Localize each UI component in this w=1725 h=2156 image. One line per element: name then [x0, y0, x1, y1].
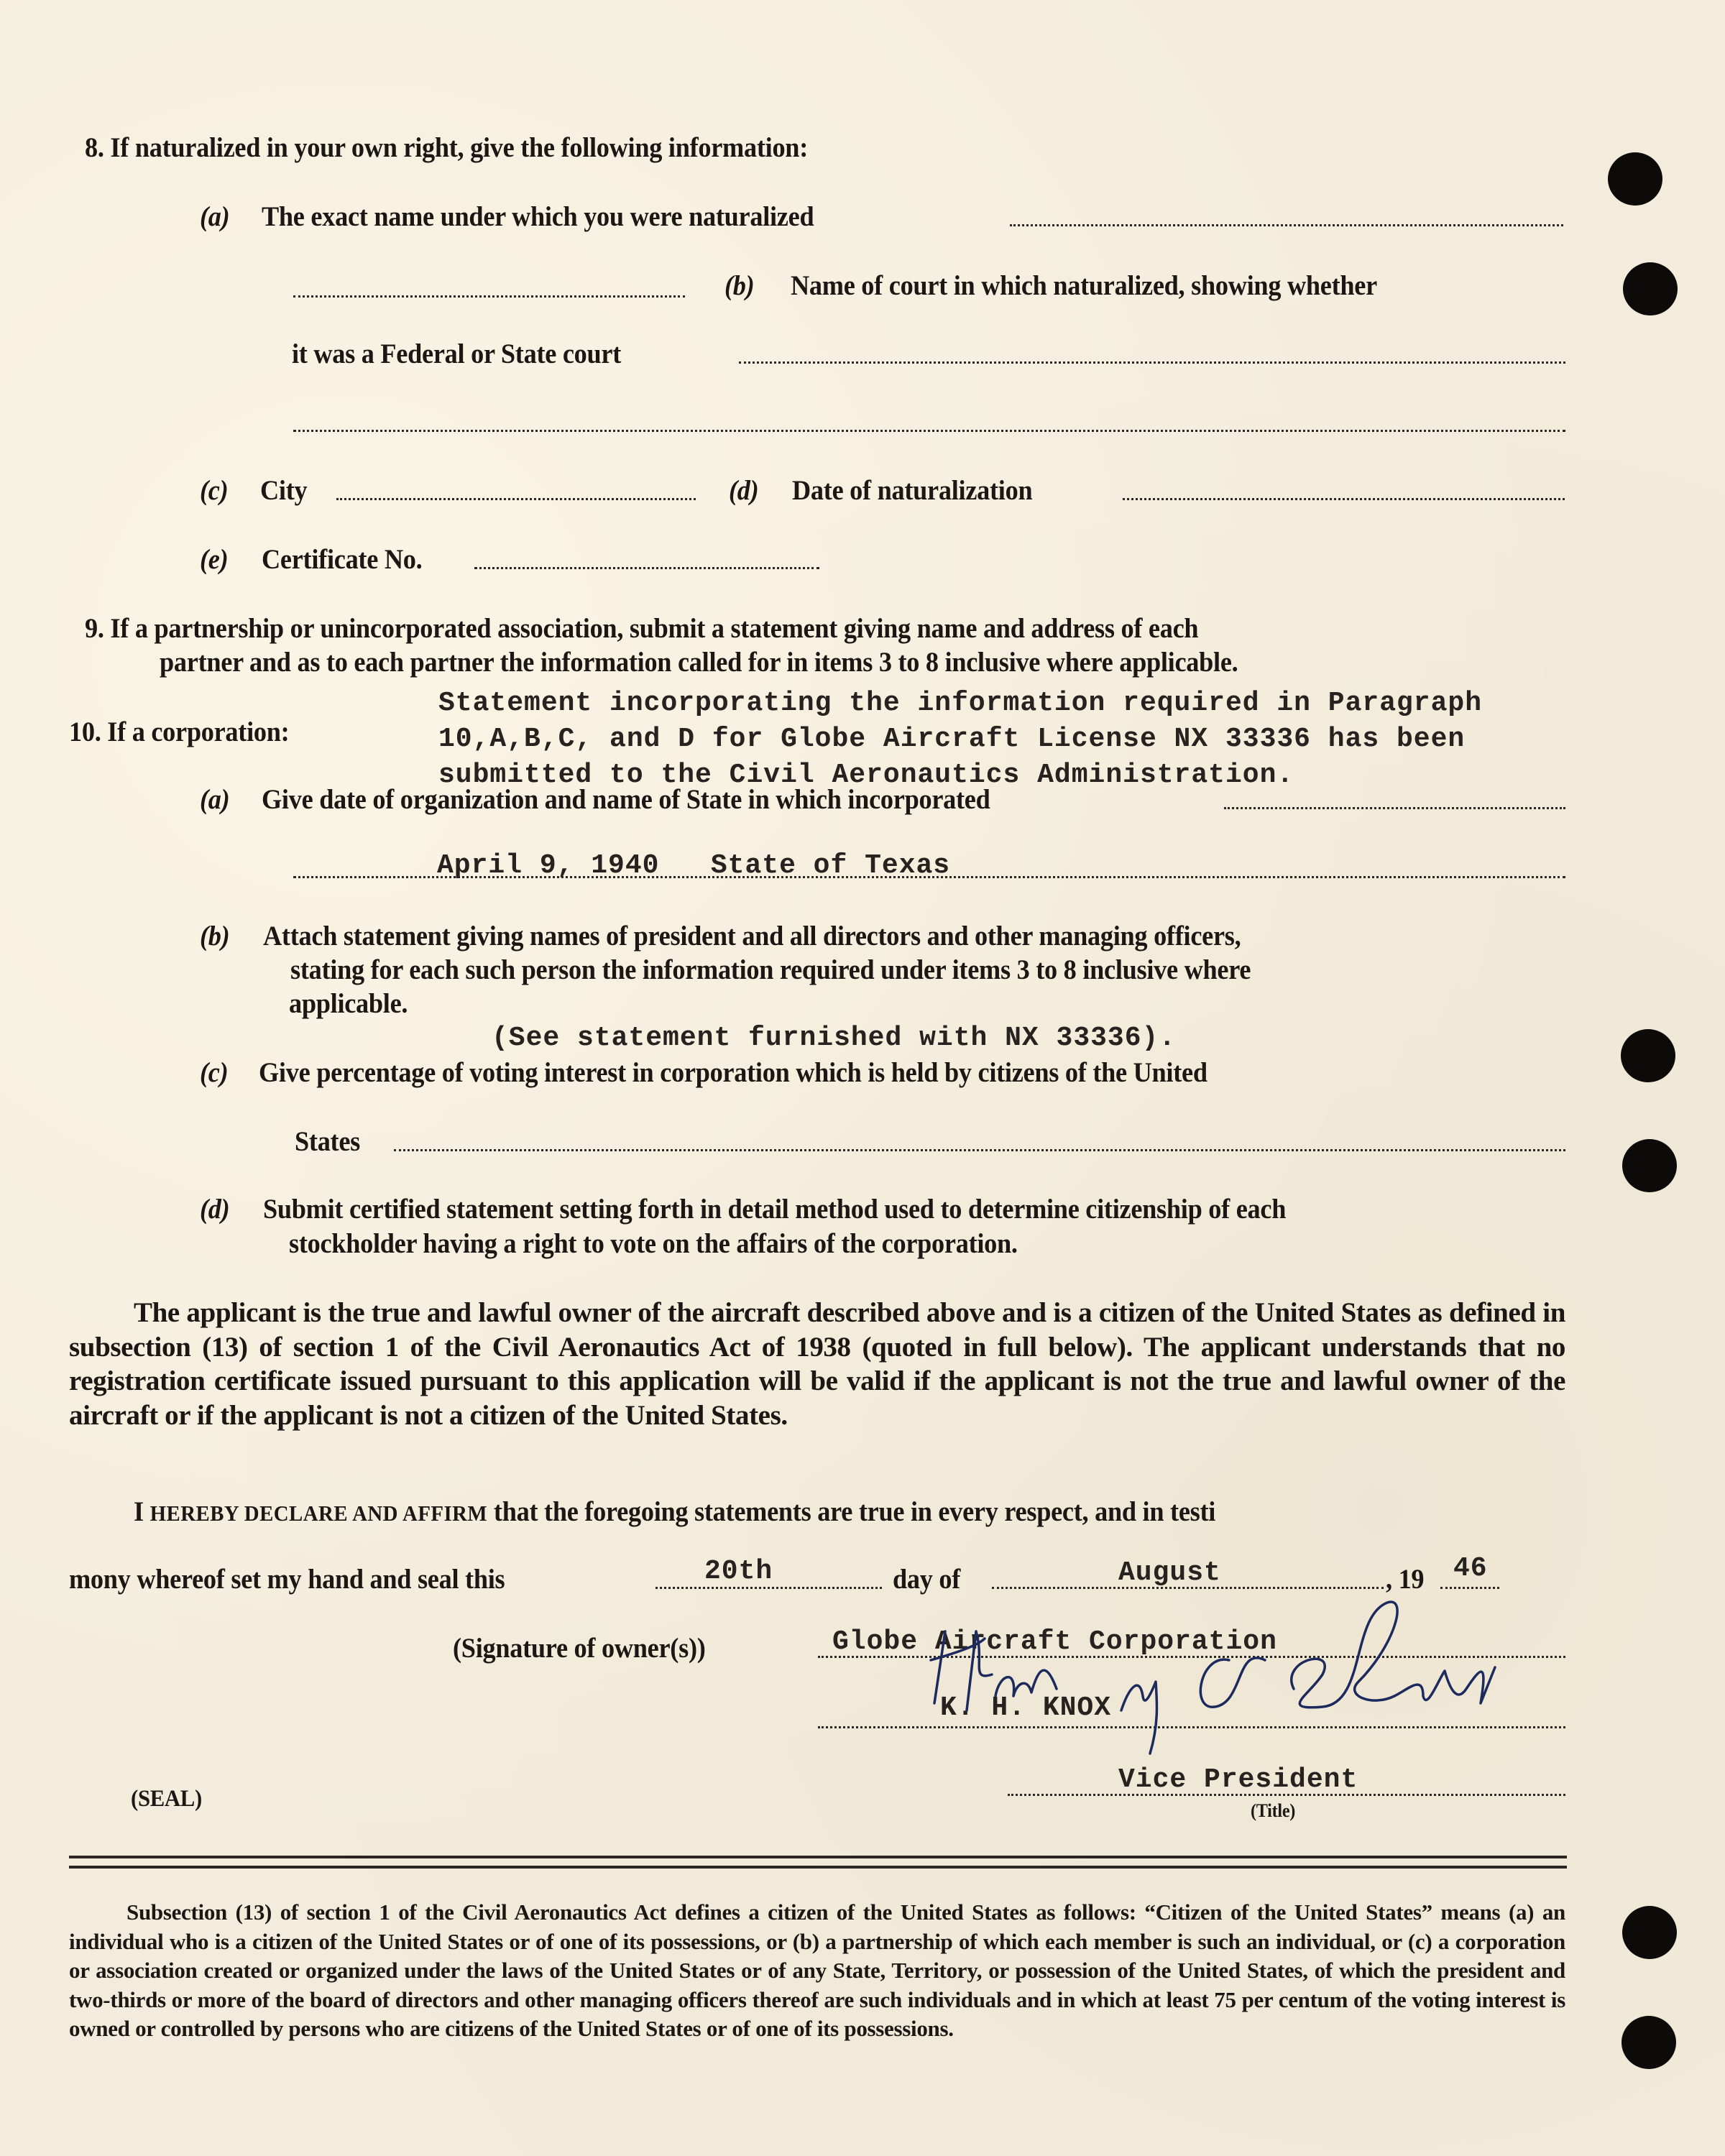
year-prefix: , 19: [1386, 1564, 1425, 1595]
item10-heading: 10. If a corporation:: [69, 717, 290, 747]
item10-typed-statement-line2: 10,A,B,C, and D for Globe Aircraft License NX 33336 has been: [438, 724, 1466, 755]
item8b-text2: it was a Federal or State court: [292, 338, 622, 369]
item10b-typed-note: (See statement furnished with NX 33336).: [492, 1023, 1177, 1054]
item10b-label: (b): [200, 921, 230, 952]
item10c-text2: States: [295, 1126, 361, 1157]
divider: [69, 1856, 1567, 1858]
year-value: 46: [1453, 1553, 1488, 1584]
item9-line1: 9. If a partnership or unincorporated association, submit a statement giving name and address of each: [85, 613, 1199, 644]
item8a-text: The exact name under which you were naturalized: [262, 201, 814, 232]
item8b-field-continued[interactable]: [293, 430, 1565, 432]
item8e-label: (e): [200, 544, 229, 575]
punch-hole: [1623, 262, 1678, 315]
day-of-label: day of: [893, 1564, 961, 1595]
title-value: Vice President: [1118, 1764, 1358, 1795]
day-value: 20th: [704, 1556, 773, 1587]
item10b-text-line1: Attach statement giving names of president and all directors and other managing officers,: [263, 921, 1241, 952]
footnote-definition: Subsection (13) of section 1 of the Civil Aeronautics Act defines a citizen of the United States as follows: “Citizen of the United States” means (a) an individual who is a citizen of the United States or of one of its possessions, or (b) a partnership of which each member is such an individual, or (c) a corporation or association created or organized under the laws of the United States or of any State, Territory, or possession of the United States, of which the president and two-thirds or more of the board of directors and other managing officers thereof are such individuals and in which at least 75 per centum of the voting interest is owned or controlled by persons who are citizens of the United States or of one of its possessions.: [69, 1899, 1565, 2041]
item8b-label: (b): [724, 270, 755, 301]
item10c-field[interactable]: [394, 1149, 1565, 1151]
signer-typed-name: K. H. KNOX: [940, 1692, 1112, 1723]
item10b-text-line2: stating for each such person the information required under items 3 to 8 inclusive where: [290, 954, 1251, 985]
testimony-prefix: mony whereof set my hand and seal this: [69, 1564, 505, 1595]
item8c-text: City: [260, 475, 308, 506]
item8-heading: 8. If naturalized in your own right, give the following information:: [85, 132, 808, 163]
item8b-text: Name of court in which naturalized, showing whether: [791, 270, 1377, 301]
item8d-text: Date of naturalization: [792, 475, 1033, 506]
month-value: August: [1118, 1557, 1221, 1588]
punch-hole: [1621, 1029, 1675, 1082]
item8c-label: (c): [200, 475, 229, 506]
item8e-field[interactable]: [474, 567, 819, 569]
declaration-paragraph: The applicant is the true and lawful owner of the aircraft described above and is a citizen of the United States as defined in subsection (13) of section 1 of the Civil Aeronautics Act of 1938 (quoted in full below). The applicant understands that no registration certificate issued pursuant to this application will be valid if the applicant is not the true and lawful owner of the aircraft or if the applicant is not a citizen of the United States.: [69, 1297, 1565, 1431]
seal-label: (SEAL): [131, 1786, 202, 1812]
signature-owner-label: (Signature of owner(s)): [453, 1633, 706, 1664]
item9-line2: partner and as to each partner the information called for in items 3 to 8 inclusive where applicable.: [160, 647, 1238, 678]
item10d-text-line1: Submit certified statement setting forth in detail method used to determine citizenship of each: [263, 1194, 1287, 1225]
item8e-text: Certificate No.: [262, 544, 423, 575]
item8d-field[interactable]: [1123, 498, 1565, 500]
item8b-field[interactable]: [739, 361, 1565, 364]
item10c-label: (c): [200, 1057, 229, 1088]
item10c-text: Give percentage of voting interest in corporation which is held by citizens of the United: [259, 1057, 1208, 1088]
divider: [69, 1866, 1567, 1869]
item8a-field-continued[interactable]: [293, 295, 685, 298]
handwritten-signatures: [891, 1588, 1653, 1775]
title-caption: (Title): [1251, 1800, 1296, 1821]
item10a-text: Give date of organization and name of State in which incorporated: [262, 784, 990, 815]
title-field[interactable]: [1008, 1794, 1565, 1796]
punch-hole: [1622, 1139, 1677, 1192]
item10d-label: (d): [200, 1194, 230, 1225]
punch-hole: [1622, 2016, 1676, 2069]
item10a-label: (a): [200, 784, 230, 815]
item10b-text-line3: applicable.: [289, 988, 408, 1019]
signature-company: Globe Aircraft Corporation: [832, 1626, 1277, 1657]
item8c-field[interactable]: [336, 498, 696, 500]
punch-hole: [1608, 152, 1662, 206]
item8d-label: (d): [729, 475, 759, 506]
affirm-caps: HEREBY DECLARE AND AFFIRM: [150, 1501, 488, 1526]
item10a-value: April 9, 1940 State of Texas: [437, 850, 951, 881]
item10a-field[interactable]: [1224, 807, 1565, 809]
punch-hole: [1622, 1906, 1677, 1959]
item10d-text-line2: stockholder having a right to vote on the affairs of the corporation.: [289, 1228, 1018, 1259]
item10-typed-statement-line3: submitted to the Civil Aeronautics Administration.: [438, 760, 1294, 791]
affirmation-line: I HEREBY DECLARE AND AFFIRM that the foregoing statements are true in every respect, and in testi: [134, 1496, 1216, 1527]
item10-typed-statement-line1: Statement incorporating the information required in Paragraph: [438, 688, 1483, 719]
item8a-label: (a): [200, 201, 230, 232]
item8a-field[interactable]: [1010, 224, 1563, 226]
